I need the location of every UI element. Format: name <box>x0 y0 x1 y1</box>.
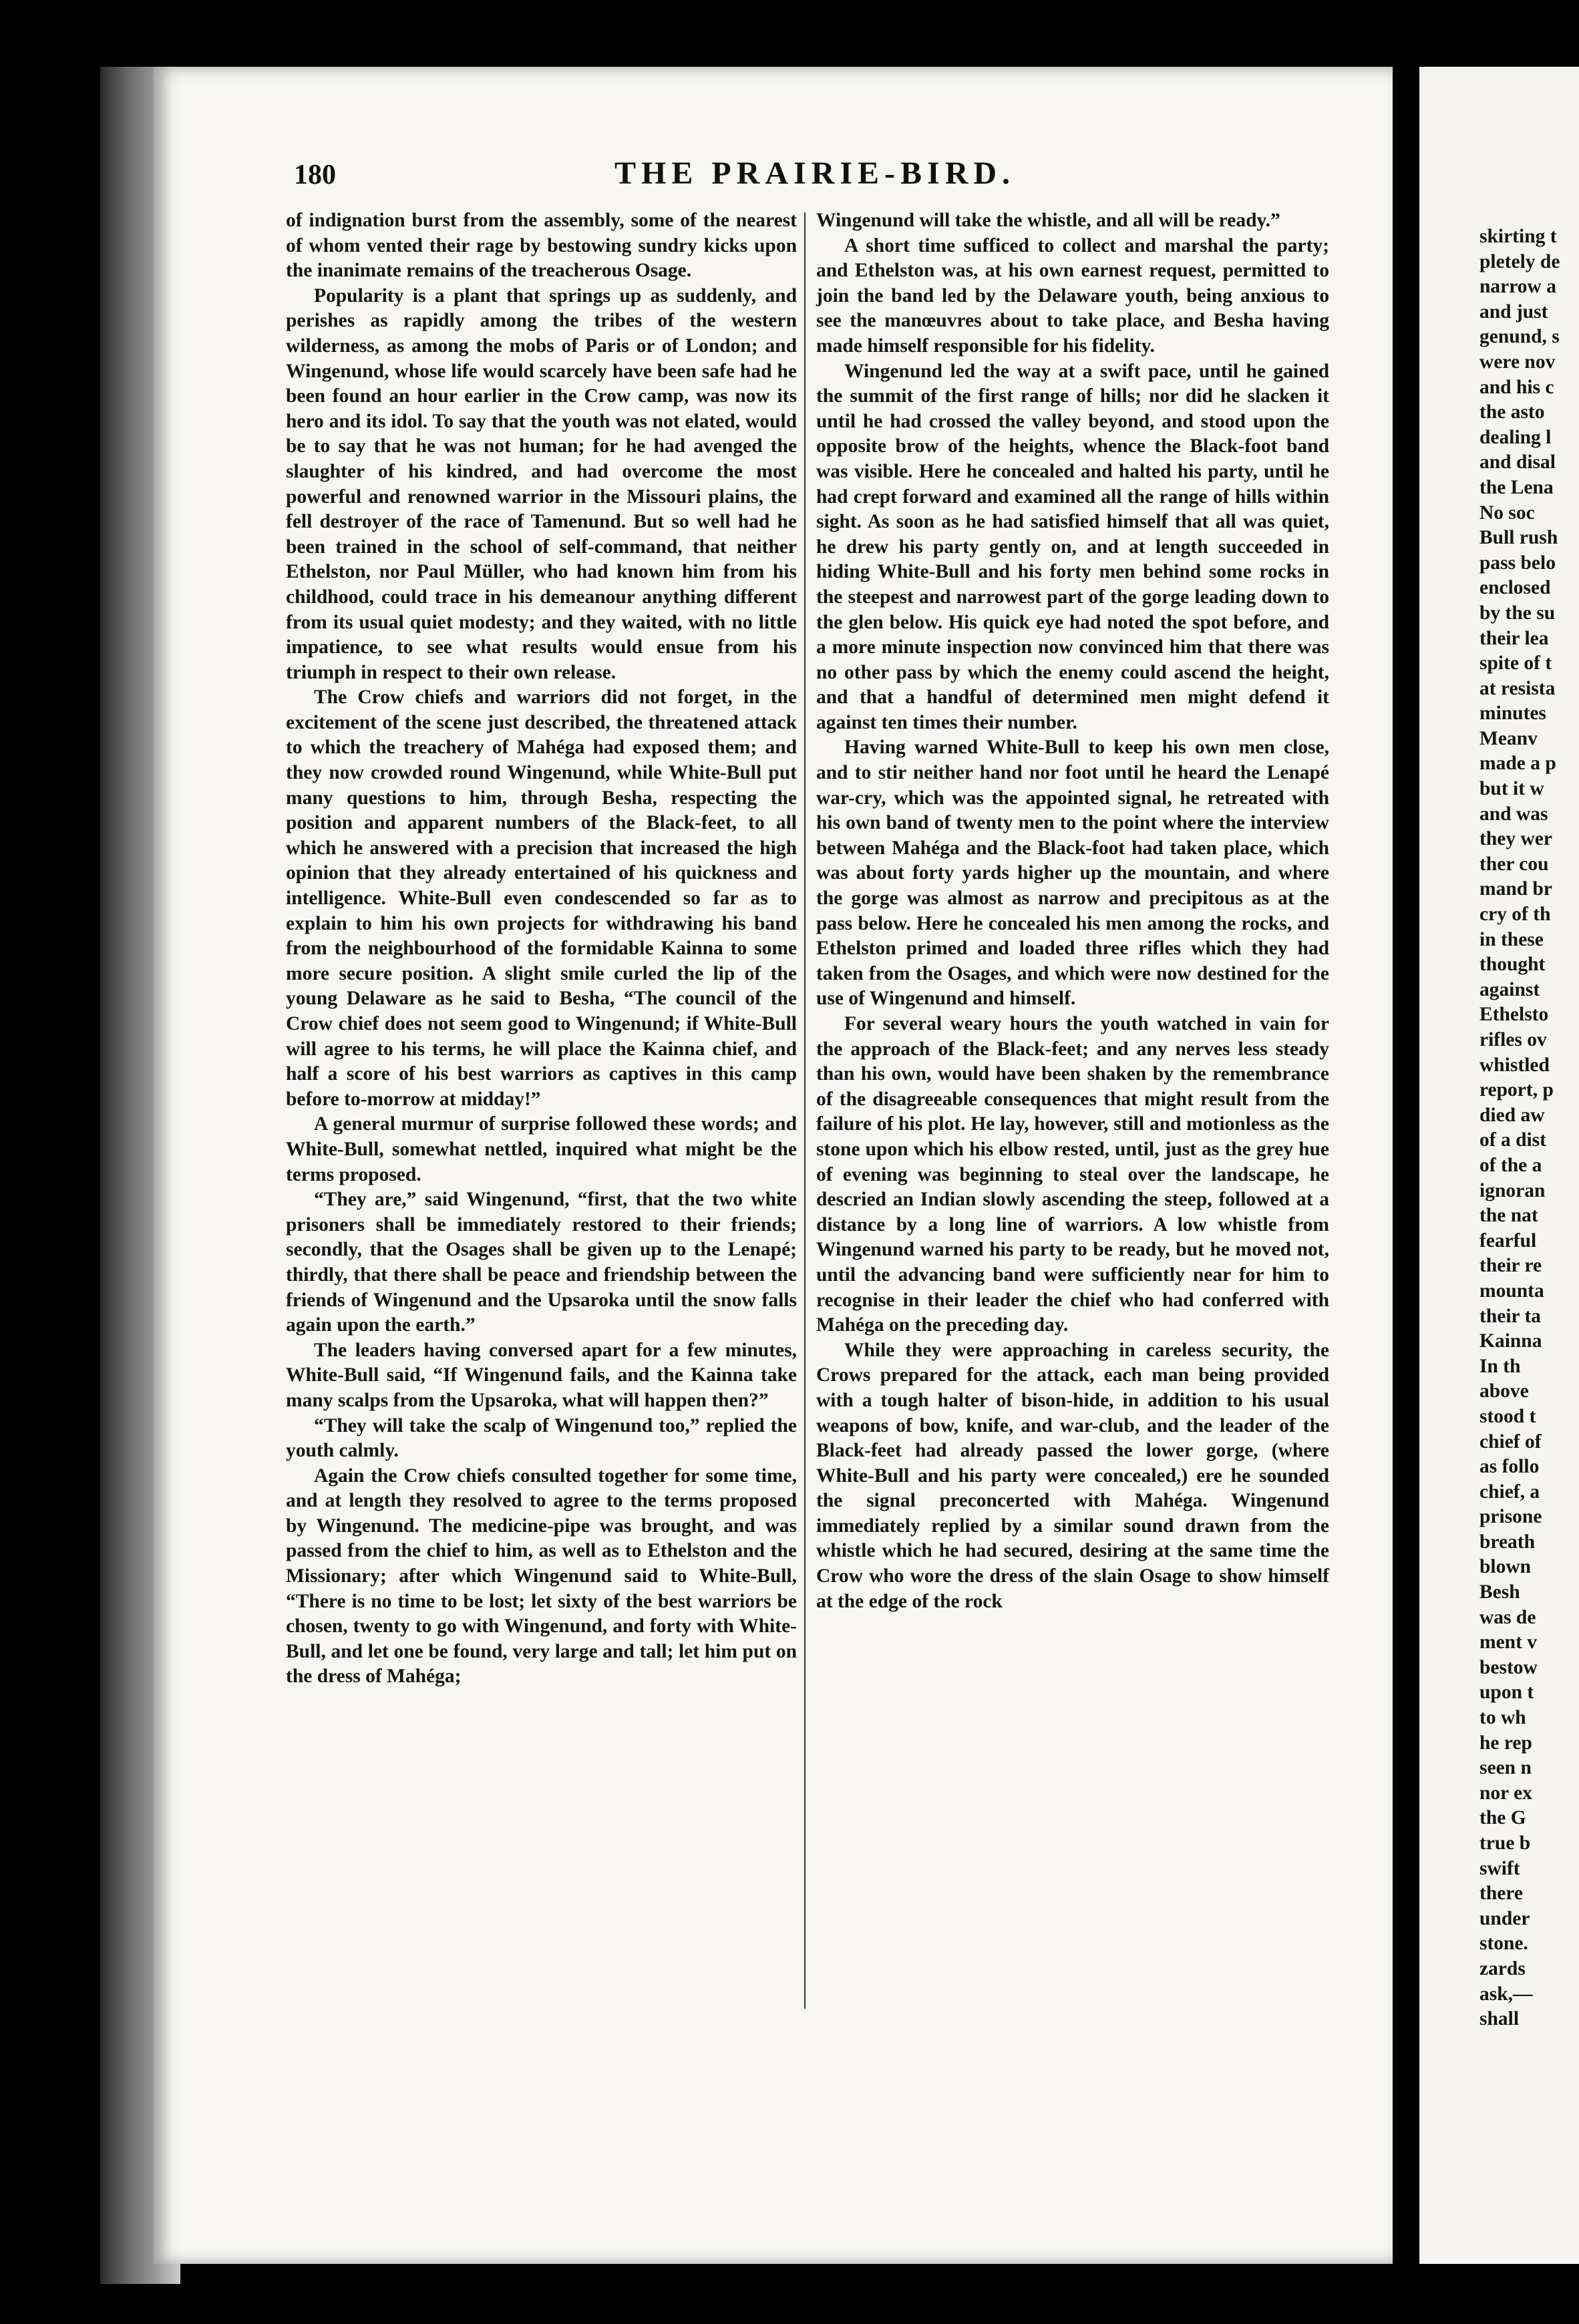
text-line-fragment: chief of <box>1479 1430 1542 1452</box>
paragraph: “They will take the scalp of Wingenund too,” replied the youth calmly. <box>286 1414 797 1462</box>
text-line-fragment: nor ex <box>1479 1782 1532 1804</box>
text-line-fragment: narrow a <box>1479 276 1556 298</box>
paragraph: For several weary hours the youth watched in vain for the approach of the Black-feet; and any nerves less steady than his own, would have been shaken by the remembrance of the disagreeable consequences that might result from the failure of his plot. He lay, however, still and motionless as the stone upon which his elbow rested, until, just as the grey hue of evening was beginning to steal over the landscape, he descried an Indian slowly ascending the steep, followed at a distance by a long line of warriors. A low whistle from Wingenund warned his party to be ready, but he moved not, until the advancing band were sufficiently near for him to recognise in their leader the chief who had conferred with Mahéga on the preceding day. <box>816 1013 1329 1336</box>
text-line-fragment: and his c <box>1479 376 1554 398</box>
text-line-fragment: above <box>1479 1380 1529 1402</box>
text-line-fragment: there <box>1479 1883 1523 1905</box>
paragraph: Wingenund led the way at a swift pace, until he gained the summit of the first range of hills; nor did he slacken it until he had crossed the valley beyond, and stood upon the opposite brow of the heights, whence the Black-foot band was visible. Here he concealed and halted his party, until he had crept forward and examined all the range of hills within sight. As soon as he had satisfied himself that all was quiet, he drew his party gently on, and at length succeeded in hiding White-Bull and his forty men behind some rocks in the steepest and narrowest part of the gorge leading down to the glen below. His quick eye had noted the spot before, and a more minute inspection now convinced him that there was no other pass by which the enemy could ascend the height, and that a handful of determined men might defend it against ten times their number. <box>816 360 1329 733</box>
text-line-fragment: mounta <box>1479 1280 1544 1302</box>
text-line-fragment: in these <box>1479 928 1544 950</box>
text-line-fragment: seen n <box>1479 1757 1532 1779</box>
text-line-fragment: Besh <box>1479 1581 1520 1603</box>
text-line-fragment: the Lena <box>1479 476 1554 498</box>
text-line-fragment: spite of t <box>1479 652 1552 674</box>
text-line-fragment: the asto <box>1479 401 1545 423</box>
text-line-fragment: and disal <box>1479 451 1556 473</box>
text-line-fragment: the G <box>1479 1807 1526 1829</box>
text-line-fragment: true b <box>1479 1832 1531 1854</box>
running-title: THE PRAIRIE-BIRD. <box>614 156 1016 191</box>
text-line-fragment: their re <box>1479 1255 1542 1277</box>
text-line-fragment: cry of th <box>1479 904 1551 926</box>
text-line-fragment: to wh <box>1479 1707 1526 1729</box>
text-line-fragment: pletely de <box>1479 250 1560 272</box>
text-line-fragment: pass belo <box>1479 552 1556 574</box>
text-line-fragment: blown <box>1479 1556 1532 1578</box>
text-line-fragment: stone. <box>1479 1933 1528 1955</box>
text-line-fragment: minutes <box>1479 703 1546 725</box>
text-line-fragment: prisone <box>1479 1506 1542 1528</box>
text-line-fragment: he rep <box>1479 1732 1532 1754</box>
text-line-fragment: thought <box>1479 954 1546 976</box>
text-line-fragment: chief, a <box>1479 1481 1540 1503</box>
text-column-left <box>286 208 797 1690</box>
text-line-fragment: the nat <box>1479 1205 1538 1227</box>
text-line-fragment: as follo <box>1479 1456 1540 1478</box>
text-line-fragment: against <box>1479 978 1540 1000</box>
text-line-fragment: and just <box>1479 301 1548 323</box>
text-line-fragment: fearful <box>1479 1229 1537 1251</box>
facing-page-text-fragment <box>1479 224 1579 2032</box>
paragraph: A short time sufficed to collect and marshal the party; and Ethelston was, at his own earnest request, permitted to join the band led by the Delaware youth, being anxious to see the manœuvres about to take place, and Besha having made himself responsible for his fidelity. <box>816 234 1329 357</box>
text-line-fragment: Meanv <box>1479 727 1538 749</box>
paragraph: “They are,” said Wingenund, “first, that the two white prisoners shall be immediately restored to their friends; secondly, that the Osages shall be given up to the Lenapé; thirdly, that there shall be peace and friendship between the friends of Wingenund and the Upsaroka until the snow falls again upon the earth.” <box>286 1189 797 1336</box>
text-line-fragment: enclosed <box>1479 577 1551 599</box>
text-line-fragment: ignoran <box>1479 1179 1546 1201</box>
text-line-fragment: shall <box>1479 2008 1520 2030</box>
text-line-fragment: ment v <box>1479 1631 1538 1654</box>
paragraph: Wingenund will take the whistle, and all will be ready.” <box>816 210 1280 231</box>
text-line-fragment: made a p <box>1479 753 1556 775</box>
text-line-fragment: breath <box>1479 1531 1536 1553</box>
text-line-fragment: and was <box>1479 803 1548 825</box>
paragraph: The leaders having conversed apart for a few minutes, White-Bull said, “If Wingenund fails, and the Kainna take many scalps from the Upsaroka, what will happen then?” <box>286 1339 797 1411</box>
text-line-fragment: In th <box>1479 1355 1521 1377</box>
text-line-fragment: genund, s <box>1479 326 1560 348</box>
text-line-fragment: bestow <box>1479 1656 1538 1678</box>
paragraph: Popularity is a plant that springs up as suddenly, and perishes as rapidly among the tribes of the western wilderness, as among the mobs of Paris or of London; and Wingenund, whose life would scarcely have been safe had he been found an hour earlier in the Crow camp, was now its hero and its idol. To say that the youth was not elated, would be to say that he was not human; for he had avenged the slaughter of his kindred, and had overcome the most powerful and renowned warrior in the Missouri plains, the fell destroyer of the race of Tamenund. But so well had he been trained in the school of self-command, that neither Ethelston, nor Paul Müller, who had known him from his childhood, could trace in his demeanour anything different from its usual quiet modesty; and they waited, with no little impatience, to see what results would ensue from his triumph in respect to their own release. <box>286 284 797 683</box>
text-line-fragment: swift <box>1479 1857 1520 1879</box>
paragraph: The Crow chiefs and warriors did not forget, in the excitement of the scene just described, the threatened attack to which the treachery of Mahéga had exposed them; and they now crowded round Wingenund, while White-Bull put many questions to him, through Besha, respecting the position and apparent numbers of the Black-feet, to all which he answered with a precision that increased the high opinion that they already entertained of his quickness and intelligence. White-Bull even condescended so far as to explain to him his own projects for withdrawing his band from the neighbourhood of the formidable Kainna to some more secure position. A slight smile curled the lip of the young Delaware as he said to Besha, “The council of the Crow chief does not seem good to Wingenund; if White-Bull will agree to his terms, he will place the Kainna chief, and half a score of his best warriors as captives in this camp before to-morrow at midday!” <box>286 687 797 1110</box>
text-line-fragment: upon t <box>1479 1682 1534 1704</box>
text-line-fragment: dealing l <box>1479 426 1552 448</box>
text-line-fragment: died aw <box>1479 1104 1545 1126</box>
text-line-fragment: ask,— <box>1479 1983 1533 2005</box>
text-line-fragment: skirting t <box>1479 226 1557 247</box>
column-divider <box>804 212 806 2009</box>
text-line-fragment: their ta <box>1479 1305 1542 1327</box>
text-line-fragment: report, p <box>1479 1079 1554 1101</box>
paragraph: Having warned White-Bull to keep his own men close, and to stir neither hand nor foot until he heard the Lenapé war-cry, which was the appointed signal, he retreated with his own band of twenty men to the point where the interview between Mahéga and the Black-foot had taken place, which was about forty yards higher up the mountain, and where the gorge was almost as narrow and precipitous as at the pass below. Here he concealed his men among the rocks, and Ethelston primed and loaded three rifles which they had taken from the Osages, and which were now destined for the use of Wingenund and himself. <box>816 737 1329 1010</box>
paragraph: of indignation burst from the assembly, some of the nearest of whom vented their rage by bestowing sundry kicks upon the inanimate remains of the treacherous Osage. <box>286 210 797 282</box>
paragraph: A general murmur of surprise followed these words; and White-Bull, somewhat nettled, inquired what might be the terms proposed. <box>286 1113 797 1185</box>
text-line-fragment: by the su <box>1479 602 1556 624</box>
text-line-fragment: mand br <box>1479 878 1553 900</box>
text-line-fragment: was de <box>1479 1606 1536 1628</box>
text-line-fragment: of the a <box>1479 1154 1542 1176</box>
paragraph: While they were approaching in careless security, the Crows prepared for the attack, each man being provided with a tough halter of bison-hide, in addition to his usual weapons of bow, knife, and war-club, and the leader of the Black-feet had already passed the lower gorge, (where White-Bull and his party were concealed,) ere he sounded the signal preconcerted with Mahéga. Wingenund immediately replied by a similar sound drawn from the whistle which he had secured, desiring at the same time the Crow who wore the dress of the slain Osage to show himself at the edge of the rock <box>816 1339 1329 1612</box>
text-line-fragment: their lea <box>1479 627 1549 649</box>
text-line-fragment: Kainna <box>1479 1330 1542 1352</box>
text-line-fragment: stood t <box>1479 1405 1536 1427</box>
page-header <box>294 155 1336 202</box>
text-line-fragment: zards <box>1479 1957 1526 1979</box>
text-line-fragment: were nov <box>1479 351 1556 373</box>
text-line-fragment: Bull rush <box>1479 527 1558 549</box>
text-line-fragment: at resista <box>1479 677 1556 699</box>
text-line-fragment: ther cou <box>1479 853 1549 875</box>
page-number: 180 <box>294 160 336 190</box>
paragraph: Again the Crow chiefs consulted together for some time, and at length they resolved to agree to the terms proposed by Wingenund. The medicine-pipe was brought, and was passed from the chief to him, as well as to Ethelston and the Missionary; after which Wingenund said to White-Bull, “There is no time to be lost; let sixty of the best warriors be chosen, twenty to go with Wingenund, and forty with White-Bull, and let one be found, very large and tall; let him put on the dress of Mahéga; <box>286 1465 797 1688</box>
text-line-fragment: rifles ov <box>1479 1029 1547 1050</box>
text-line-fragment: No soc <box>1479 502 1535 524</box>
text-line-fragment: of a dist <box>1479 1129 1546 1151</box>
text-line-fragment: they wer <box>1479 828 1552 850</box>
text-line-fragment: but it w <box>1479 778 1544 800</box>
text-line-fragment: Ethelsto <box>1479 1004 1549 1026</box>
text-line-fragment: under <box>1479 1907 1530 1929</box>
text-line-fragment: whistled <box>1479 1054 1550 1076</box>
text-column-right <box>816 208 1329 1614</box>
